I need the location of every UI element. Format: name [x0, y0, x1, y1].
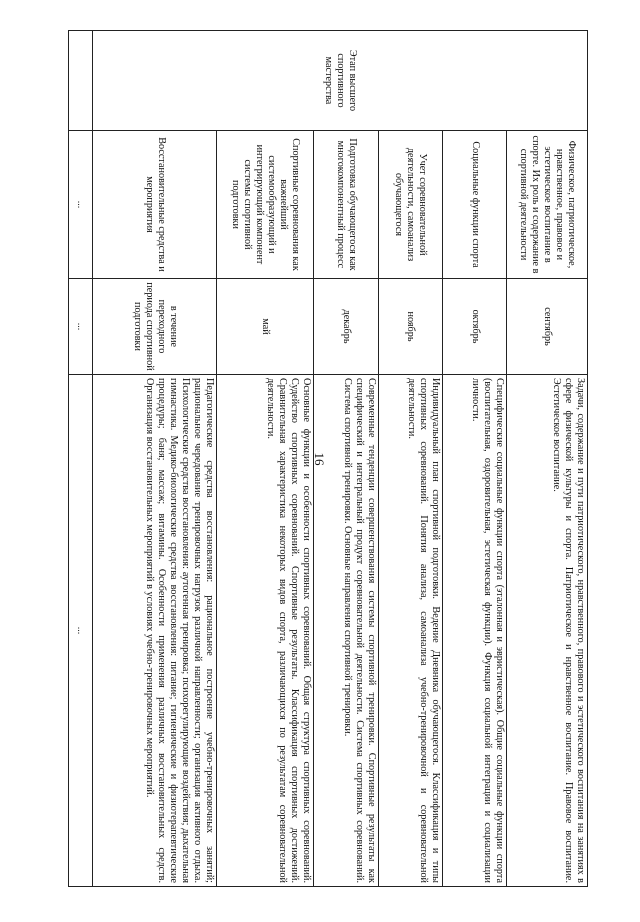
- content-cell: Индивидуальный план спортивной подготовки. Ведение Дневника обучающегося. Классификация и типы спортивных соревнований. Понятия анализа, самоанализа учебно-тренировочной и соревновательной деятельности.: [378, 375, 442, 887]
- continuation-period-cell: ...: [69, 279, 93, 375]
- content-cell: Задачи, содержание и пути патриотического, нравственного, правового и эстетического воспитания на занятиях в сфере физической культуры и спорта. Патриотическое и нравственное воспитание. Правовое воспитание. Эстетическое воспитание.: [507, 375, 588, 887]
- continuation-topic-cell: ...: [69, 131, 93, 279]
- period-cell: в течение переходного периода спортивной подготовки: [93, 279, 217, 375]
- page-number: 16: [312, 452, 327, 466]
- topic-cell: Физическое, патриотическое, нравственное, правовое и эстетическое воспитание в спорте. Их роль и содержание в спортивной деятельности: [507, 131, 588, 279]
- program-table-wrapper: [68, 30, 588, 886]
- period-cell: ноябрь: [378, 279, 442, 375]
- topic-cell: Восстановительные средства и мероприятия: [93, 131, 217, 279]
- content-cell: Современные тенденции совершенствования системы спортивной тренировки. Спортивные результаты как специфический и интегральный продукт соревновательной деятельности. Система спортивных соревнований. Система спортивной тренировки. Основные направления спортивной тренировки.: [314, 375, 378, 887]
- table-row: [443, 31, 507, 887]
- topic-cell: Учет соревновательной деятельности, самоанализ обучающегося: [378, 131, 442, 279]
- table-row: [93, 31, 217, 887]
- table-row: [507, 31, 588, 887]
- period-cell: октябрь: [443, 279, 507, 375]
- topic-cell: Социальные функции спорта: [443, 131, 507, 279]
- period-cell: декабрь: [314, 279, 378, 375]
- table-row: [217, 31, 314, 887]
- continuation-content-cell: ...: [69, 375, 93, 887]
- table-row: [378, 31, 442, 887]
- table-row-continuation: [69, 31, 93, 887]
- continuation-stage-cell: [69, 31, 93, 131]
- period-cell: сентябрь: [507, 279, 588, 375]
- period-cell: май: [217, 279, 314, 375]
- topic-cell: Спортивные соревнования как важнейший системообразующий и интегрирующий компонент системы спортивной подготовки: [217, 131, 314, 279]
- table-row: [314, 31, 378, 887]
- content-cell: Основные функции и особенности спортивных соревнований. Общая структура спортивных соревнований. Судейство спортивных соревнований. Спортивные результаты. Классификация спортивных достижений. Сравнительная характеристика некоторых видов спорта, различающихся по результатам соревновательной деятельности.: [217, 375, 314, 887]
- stage-cell: Этап высшего спортивного мастерства: [93, 31, 588, 131]
- topic-cell: Подготовка обучающегося как многокомпонентный процесс: [314, 131, 378, 279]
- program-table: [68, 30, 588, 887]
- content-cell: Педагогические средства восстановления: рациональное построение учебно-тренировочных занятий; рациональное чередование тренировочных нагрузок различной направленности; организация активного отдыха. Психологические средства восстановления: аутогенная тренировка; психорегулирующие воздействия; дыхательная гимнастика. Медико-биологические средства восстановления: питание; гигиенические и физиотерапевтические процедуры; баня; массаж; витамины. Особенности применения различных восстановительных средств. Организация восстановительных мероприятий в условиях учебно-тренировочных мероприятий.: [93, 375, 217, 887]
- content-cell: Специфические социальные функции спорта (эталонная и эвристическая). Общие социальные функции спорта (воспитательная, оздоровительная, эстетическая функции). Функция социальной интеграции и социализации личности.: [443, 375, 507, 887]
